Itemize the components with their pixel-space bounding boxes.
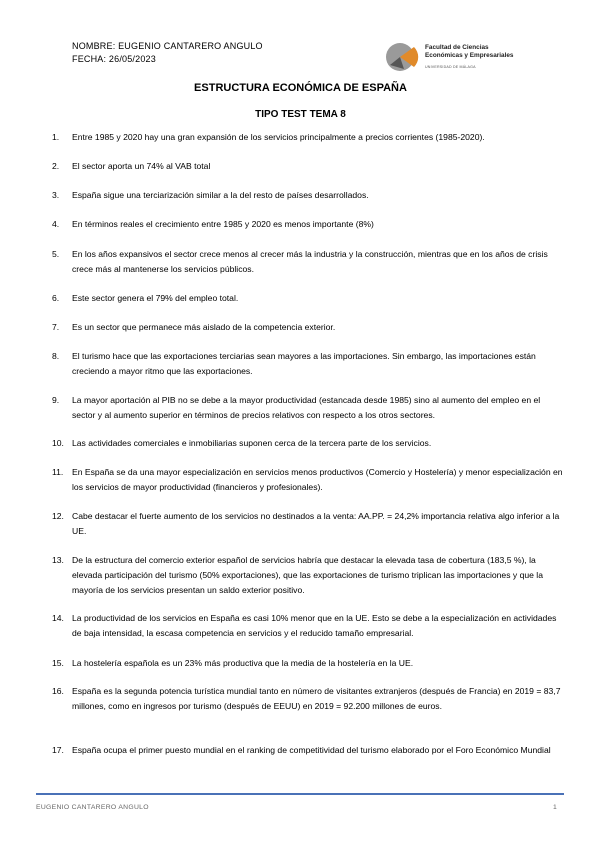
student-name: NOMBRE: EUGENIO CANTARERO ANGULO: [72, 41, 263, 51]
question-text: De la estructura del comercio exterior español de servicios habría que destacar la elevada tasa de cobertura (183,5 %), la elevada participación del turismo (50% exportaciones), que las exportaciones de turismo triplican las importaciones y que la mayoría de los servicios presentan un saldo exterior positivo.: [72, 555, 543, 595]
question-text: España ocupa el primer puesto mundial en el ranking de competitividad del turismo elaborado por el Foro Económico Mundial: [72, 745, 551, 755]
question-number: 17.: [52, 745, 64, 755]
question-number: 6.: [52, 293, 60, 303]
question-item: [52, 320, 564, 335]
question-item: [52, 743, 564, 758]
question-number: 11.: [52, 467, 64, 477]
footer-divider: [36, 793, 564, 795]
question-text: El sector aporta un 74% al VAB total: [72, 161, 211, 171]
question-item: [52, 509, 564, 539]
university-name: UNIVERSIDAD DE MÁLAGA: [425, 65, 476, 69]
question-text: Cabe destacar el fuerte aumento de los servicios no destinados a la venta: AA.PP. = 24,2% importancia relativa algo inferior a la UE.: [72, 511, 560, 536]
question-item: [52, 349, 564, 379]
faculty-logo-icon: [383, 41, 421, 73]
faculty-logo: [383, 41, 533, 73]
question-number: 1.: [52, 132, 60, 142]
question-item: [52, 188, 564, 203]
question-item: [52, 656, 564, 671]
question-item: [52, 247, 564, 277]
question-item: [52, 291, 564, 306]
question-text: Las actividades comerciales e inmobiliarias suponen cerca de la tercera parte de los servicios.: [72, 438, 432, 448]
question-text: La hostelería española es un 23% más productiva que la media de la hostelería en la UE.: [72, 658, 414, 668]
question-text: En los años expansivos el sector crece menos al crecer más la industria y la construcción, mientras que en los años de crisis crece más al mantenerse los servicios públicos.: [72, 249, 548, 274]
document-title: ESTRUCTURA ECONÓMICA DE ESPAÑA: [194, 82, 407, 94]
question-number: 16.: [52, 686, 64, 696]
question-item: [52, 684, 564, 714]
question-number: 15.: [52, 658, 64, 668]
student-info: [72, 40, 263, 66]
question-item: [52, 553, 564, 598]
question-item: [52, 436, 564, 451]
footer-author: EUGENIO CANTARERO ANGULO: [36, 804, 149, 811]
question-number: 4.: [52, 219, 60, 229]
question-text: Este sector genera el 79% del empleo total.: [72, 293, 239, 303]
question-text: El turismo hace que las exportaciones terciarias sean mayores a las importaciones. Sin embargo, las importaciones están creciendo a mayor ritmo que las exportaciones.: [72, 351, 536, 376]
question-text: En España se da una mayor especialización en servicios menos productivos (Comercio y Hostelería) y menor especialización en los servicios de mayor productividad (financieros y profesionales).: [72, 467, 563, 492]
question-number: 7.: [52, 322, 60, 332]
question-number: 13.: [52, 555, 64, 565]
document-subtitle: TIPO TEST TEMA 8: [255, 109, 346, 120]
question-text: Entre 1985 y 2020 hay una gran expansión de los servicios principalmente a precios corrientes (1985-2020).: [72, 132, 485, 142]
question-text: Es un sector que permanece más aislado de la competencia exterior.: [72, 322, 336, 332]
question-item: [52, 159, 564, 174]
exam-date: FECHA: 26/05/2023: [72, 54, 156, 64]
question-text: La mayor aportación al PIB no se debe a la mayor productividad (estancada desde 1985) sino al aumento del empleo en el sector y al aumento superior en términos de precios relativos con respecto a los otros sectores.: [72, 395, 541, 420]
question-text: España sigue una terciarización similar a la del resto de países desarrollados.: [72, 190, 369, 200]
question-item: [52, 611, 564, 641]
question-number: 8.: [52, 351, 60, 361]
question-item: [52, 217, 564, 232]
question-item: [52, 130, 564, 145]
question-number: 2.: [52, 161, 60, 171]
question-text: En términos reales el crecimiento entre 1985 y 2020 es menos importante (8%): [72, 219, 374, 229]
page-number: 1: [553, 804, 557, 811]
question-text: La productividad de los servicios en España es casi 10% menor que en la UE. Esto se debe a la especialización en actividades de baja intensidad, la escasa competencia en servicios y el reducido tamaño empresarial.: [72, 613, 557, 638]
question-number: 5.: [52, 249, 60, 259]
question-number: 10.: [52, 438, 64, 448]
question-text: España es la segunda potencia turística mundial tanto en número de visitantes extranjeros (después de Francia) en 2019 = 83,7 millones, como en ingresos por turismo (después de EEUU) en 2019 = 92.200 millones de euros.: [72, 686, 561, 711]
question-number: 14.: [52, 613, 64, 623]
question-number: 9.: [52, 395, 60, 405]
question-item: [52, 465, 564, 495]
faculty-name: Facultad de Ciencias Económicas y Empresariales: [425, 44, 514, 59]
question-number: 12.: [52, 511, 64, 521]
question-item: [52, 393, 564, 423]
question-number: 3.: [52, 190, 60, 200]
